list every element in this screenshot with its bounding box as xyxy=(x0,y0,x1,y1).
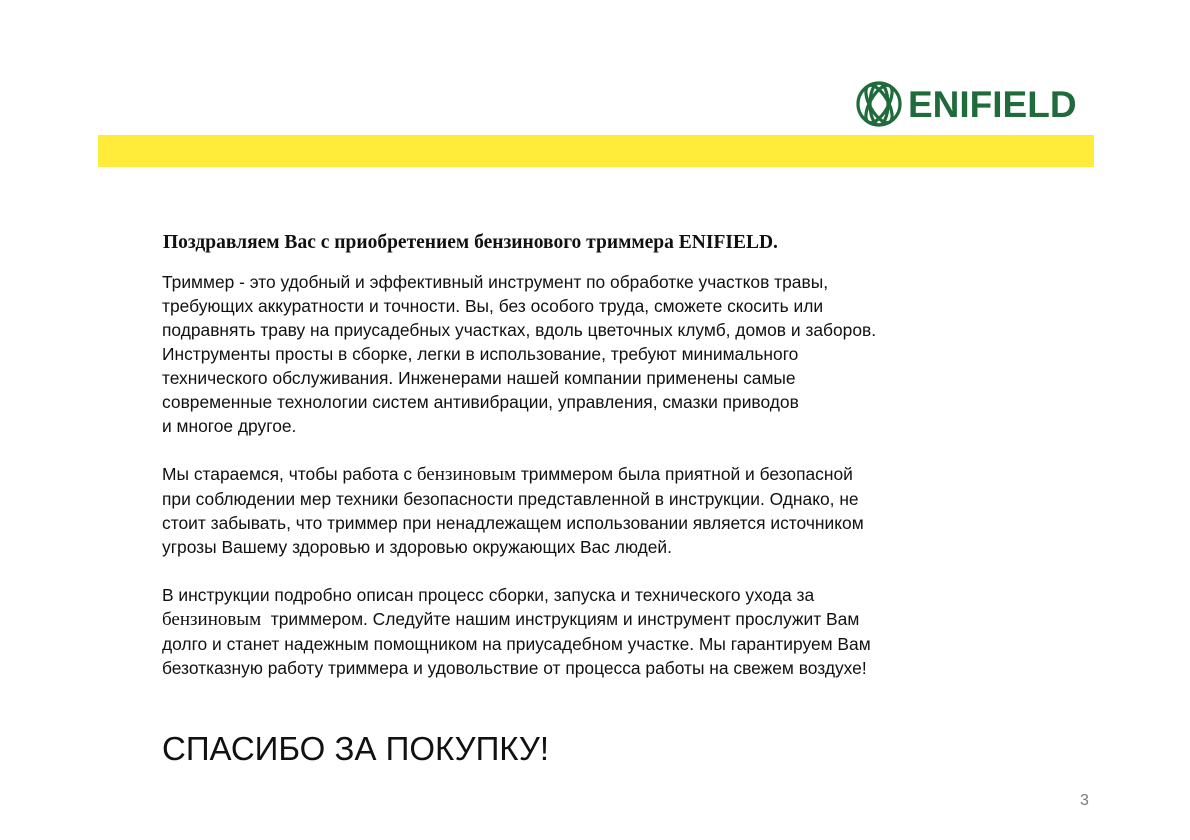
line-text: Мы стараемся, чтобы работа с xyxy=(162,464,417,484)
paragraph-line xyxy=(162,462,864,487)
safety-paragraph xyxy=(162,462,864,559)
paragraph-line: при соблюдении мер техники безопасности представленной в инструкции. Однако, не xyxy=(162,489,859,509)
paragraph-line: современные технологии систем антивибрации, управления, смазки приводов xyxy=(162,392,799,412)
paragraph-line: Триммер - это удобный и эффективный инструмент по обработке участков травы, xyxy=(162,272,829,292)
paragraph-line: технического обслуживания. Инженерами нашей компании применены самые xyxy=(162,368,796,388)
page-heading: Поздравляем Вас с приобретением бензинового триммера ENIFIELD. xyxy=(163,232,778,253)
paragraph-line: подравнять траву на приусадебных участках, вдоль цветочных клумб, домов и заборов. xyxy=(162,320,877,340)
brand-logo xyxy=(854,78,1077,130)
yellow-header-band xyxy=(98,135,1094,167)
paragraph-line: требующих аккуратности и точности. Вы, без особого труда, сможете скосить или xyxy=(162,296,824,316)
thank-you-heading: СПАСИБО ЗА ПОКУПКУ! xyxy=(162,730,550,767)
paragraph-line: угрозы Вашему здоровью и здоровью окружающих Вас людей. xyxy=(162,537,672,557)
paragraph-line xyxy=(162,607,871,632)
intro-paragraph xyxy=(162,270,876,438)
paragraph-line: В инструкции подробно описан процесс сборки, запуска и технического ухода за xyxy=(162,585,815,605)
paragraph-line: стоит забывать, что триммер при ненадлежащем использовании является источником xyxy=(162,513,864,533)
paragraph-line: Инструменты просты в сборке, легки в использование, требуют минимального xyxy=(162,344,799,364)
paragraph-line: и многое другое. xyxy=(162,416,297,436)
paragraph-line: долго и станет надежным помощником на приусадебном участке. Мы гарантируем Вам xyxy=(162,634,871,654)
paragraph-line: безотказную работу триммера и удовольствие от процесса работы на свежем воздухе! xyxy=(162,658,867,678)
brand-wordmark: ENIFIELD xyxy=(908,83,1077,125)
highlight-word: бензиновым xyxy=(416,464,517,485)
instructions-paragraph xyxy=(162,583,871,680)
highlight-word: бензиновым xyxy=(162,609,262,630)
page-number: 3 xyxy=(1080,792,1089,809)
line-text: триммером была приятной и безопасной xyxy=(516,464,853,484)
ring-emblem-icon xyxy=(854,79,904,129)
line-text: триммером. Следуйте нашим инструкциям и инструмент прослужит Вам xyxy=(261,609,860,629)
